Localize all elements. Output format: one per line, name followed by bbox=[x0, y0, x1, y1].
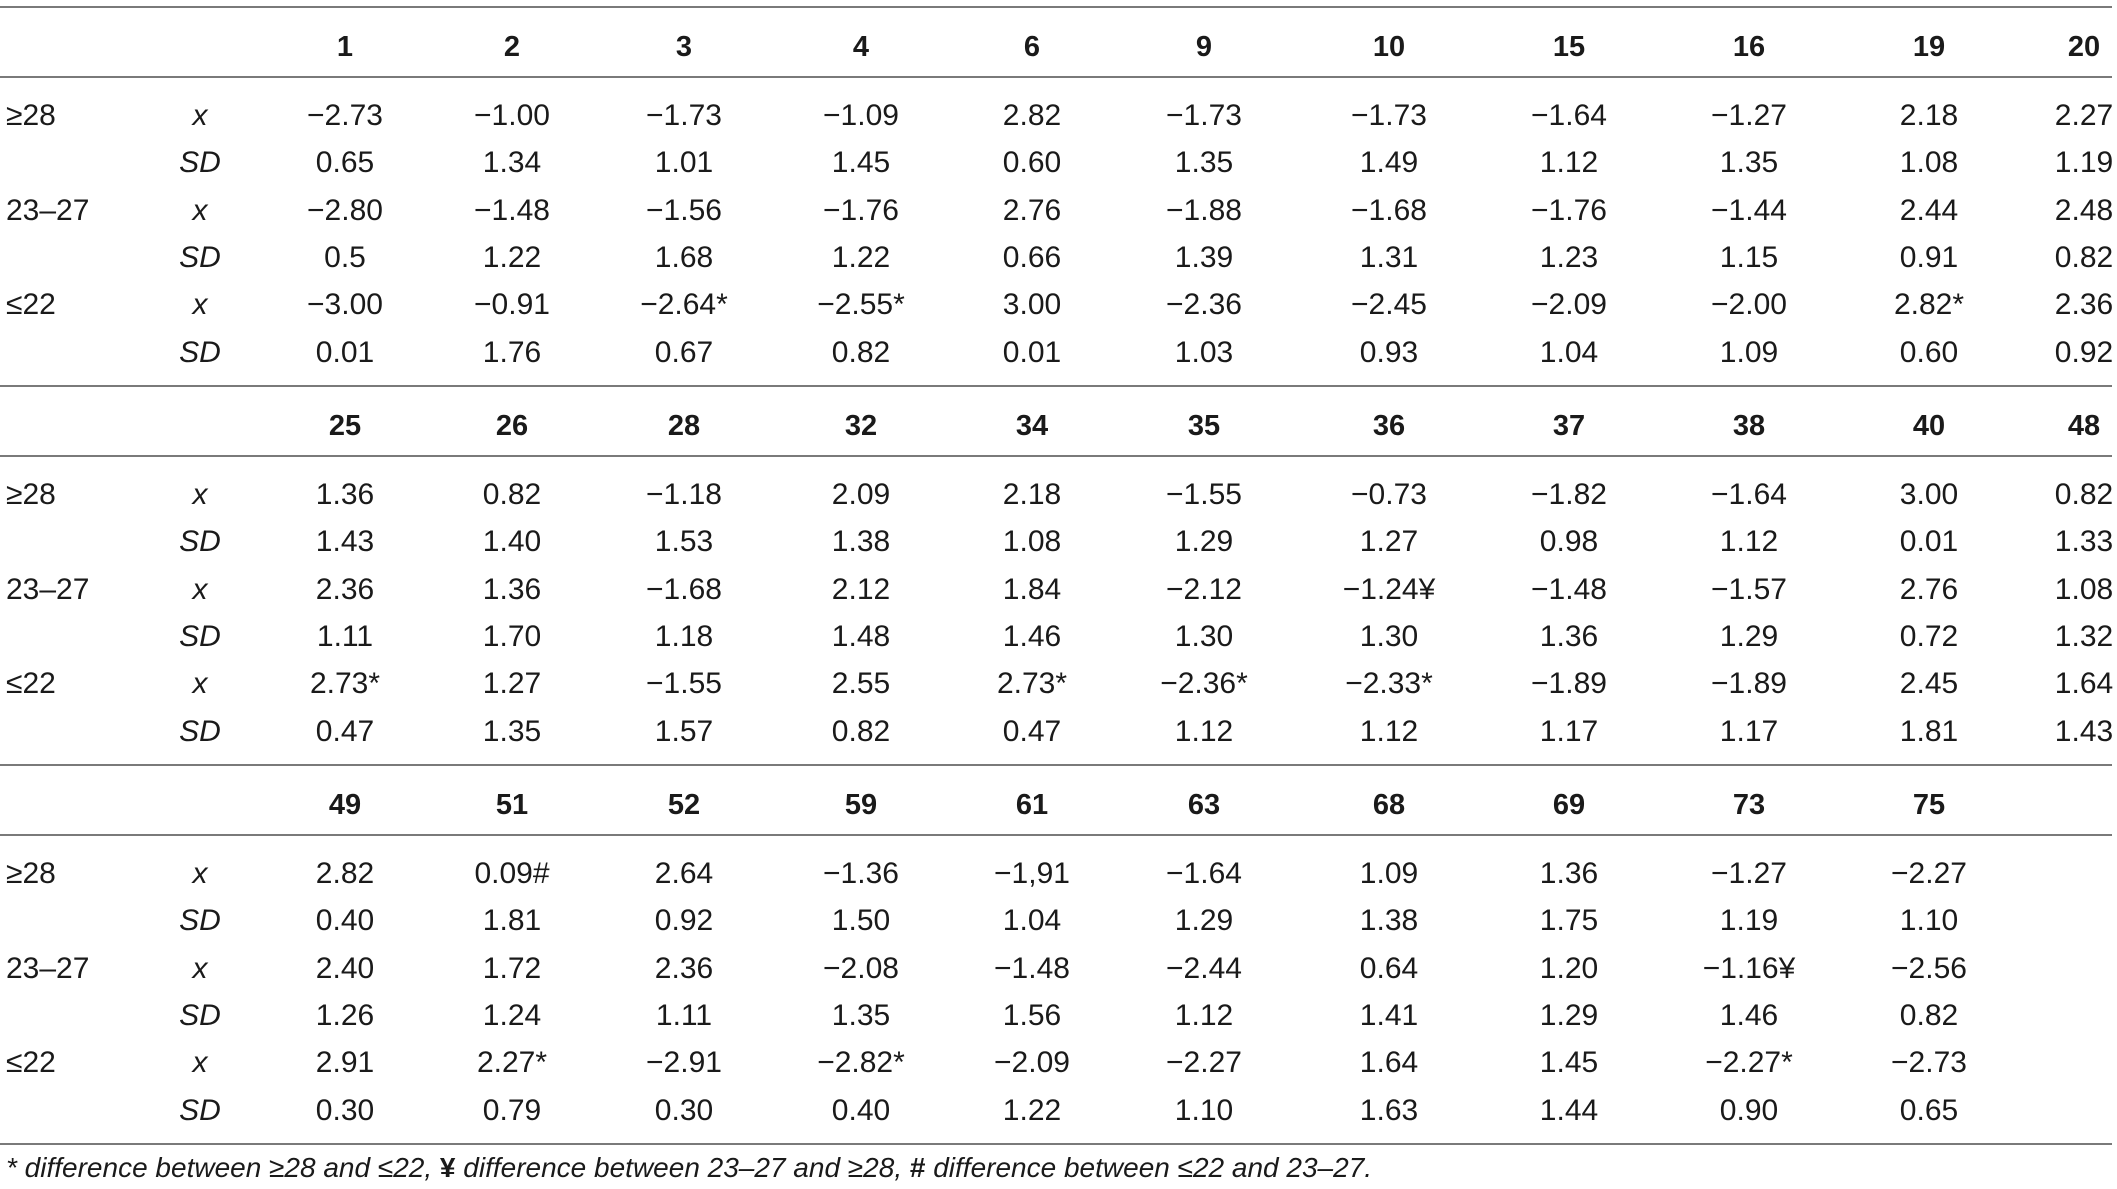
table-bottom-rule bbox=[0, 1143, 2112, 1145]
group-label: ≤22 bbox=[6, 1046, 56, 1079]
table-cell: 1.23 bbox=[1539, 241, 1599, 274]
table-cell: 2.91 bbox=[315, 1046, 375, 1079]
table-cell: 3.00 bbox=[1899, 478, 1959, 511]
column-header: 69 bbox=[1552, 789, 1586, 821]
table-cell: 1.27 bbox=[1359, 525, 1419, 558]
table-cell: 1.38 bbox=[831, 525, 891, 558]
table-cell: 0.47 bbox=[315, 715, 375, 748]
column-header: 10 bbox=[1372, 31, 1406, 63]
stat-label: SD bbox=[179, 525, 221, 558]
table-cell: 1.08 bbox=[1002, 525, 1062, 558]
stat-label: x bbox=[192, 667, 208, 700]
table-cell bbox=[2014, 851, 2117, 897]
column-header: 2 bbox=[503, 31, 521, 63]
table-cell: −1.73 bbox=[1351, 99, 1427, 132]
table-row bbox=[0, 519, 2112, 565]
table-cell: 1.40 bbox=[482, 525, 542, 558]
table-cell: 1.39 bbox=[1174, 241, 1234, 274]
table-cell: −2.56 bbox=[1891, 952, 1967, 985]
stat-label: SD bbox=[179, 146, 221, 179]
table-cell: 1.08 bbox=[1899, 146, 1959, 179]
column-header: 25 bbox=[328, 410, 362, 442]
table-cell: 0.5 bbox=[324, 241, 366, 274]
table-cell: −1.55 bbox=[1166, 478, 1242, 511]
table-cell: −2.27 bbox=[1166, 1046, 1242, 1079]
column-header: 36 bbox=[1372, 410, 1406, 442]
table-cell: 0.40 bbox=[831, 1094, 891, 1127]
table-cell: −2.55* bbox=[817, 288, 905, 321]
table-cell: 1.01 bbox=[654, 146, 714, 179]
header-row bbox=[0, 403, 2112, 449]
table-cell: −1.48 bbox=[994, 952, 1070, 985]
stat-label: x bbox=[192, 573, 208, 606]
table-cell: 0.65 bbox=[315, 146, 375, 179]
table-cell: −1.48 bbox=[474, 194, 550, 227]
stat-label: x bbox=[192, 1046, 208, 1079]
table-cell: 1.03 bbox=[1174, 336, 1234, 369]
table-cell: 1.12 bbox=[1174, 715, 1234, 748]
table-cell: 1.12 bbox=[1539, 146, 1599, 179]
table-cell: −1.55 bbox=[646, 667, 722, 700]
table-cell: 0.92 bbox=[2054, 336, 2114, 369]
table-cell: −1.68 bbox=[646, 573, 722, 606]
header-rule bbox=[0, 76, 2112, 78]
column-header: 48 bbox=[2067, 410, 2101, 442]
table-cell: −3.00 bbox=[307, 288, 383, 321]
table-cell: 1.12 bbox=[1359, 715, 1419, 748]
header-rule bbox=[0, 834, 2112, 836]
column-header: 34 bbox=[1015, 410, 1049, 442]
table-cell: 1.12 bbox=[1174, 999, 1234, 1032]
table-cell: −1.18 bbox=[646, 478, 722, 511]
table-cell: 0.64 bbox=[1359, 952, 1419, 985]
table-cell: −2.73 bbox=[1891, 1046, 1967, 1079]
table-cell: 1.34 bbox=[482, 146, 542, 179]
table-cell: 0.65 bbox=[1899, 1094, 1959, 1127]
table-cell: 1.72 bbox=[482, 952, 542, 985]
table-cell: −2.08 bbox=[823, 952, 899, 985]
table-cell: −1.76 bbox=[1531, 194, 1607, 227]
table-cell: 1.64 bbox=[1359, 1046, 1419, 1079]
footnote-yen-symbol: ¥ bbox=[439, 1152, 456, 1183]
table-cell: 1.36 bbox=[482, 573, 542, 606]
table-cell: 1.17 bbox=[1719, 715, 1779, 748]
table-cell: −1.48 bbox=[1531, 573, 1607, 606]
table-cell: 0.90 bbox=[1719, 1094, 1779, 1127]
table-row bbox=[0, 993, 2112, 1039]
table-cell: 1.43 bbox=[2054, 715, 2114, 748]
table-cell: 1.36 bbox=[1539, 857, 1599, 890]
table-cell: −2.12 bbox=[1166, 573, 1242, 606]
table-cell bbox=[2014, 946, 2117, 992]
stat-label: SD bbox=[179, 336, 221, 369]
table-cell: 1.44 bbox=[1539, 1094, 1599, 1127]
table-row bbox=[0, 330, 2112, 376]
block-top-rule bbox=[0, 385, 2112, 387]
table-cell: −2.82* bbox=[817, 1046, 905, 1079]
stat-label: x bbox=[192, 288, 208, 321]
table-cell: 0.01 bbox=[315, 336, 375, 369]
table-cell: 0.92 bbox=[654, 904, 714, 937]
stat-label: SD bbox=[179, 1094, 221, 1127]
table-cell: 2.82* bbox=[1893, 288, 1965, 321]
table-cell: 1.19 bbox=[2054, 146, 2114, 179]
stat-label: SD bbox=[179, 715, 221, 748]
column-header: 6 bbox=[1023, 31, 1041, 63]
stat-label: SD bbox=[179, 620, 221, 653]
column-header: 1 bbox=[336, 31, 354, 63]
table-cell: −1.68 bbox=[1351, 194, 1427, 227]
table-cell: −1.64 bbox=[1166, 857, 1242, 890]
table-cell: 1.50 bbox=[831, 904, 891, 937]
footnote-part-2: difference between 23–27 and ≥28, bbox=[455, 1152, 910, 1183]
table-cell: 1.35 bbox=[831, 999, 891, 1032]
table-cell: 1.57 bbox=[654, 715, 714, 748]
table-cell: 1.75 bbox=[1539, 904, 1599, 937]
table-cell: −2.27* bbox=[1705, 1046, 1793, 1079]
table-cell: −1.56 bbox=[646, 194, 722, 227]
table-cell: 1.64 bbox=[2054, 667, 2114, 700]
stat-label: x bbox=[192, 194, 208, 227]
table-cell: −1.89 bbox=[1711, 667, 1787, 700]
table-cell: 1.27 bbox=[482, 667, 542, 700]
table-cell: −2.33* bbox=[1345, 667, 1433, 700]
footnote-hash-symbol: # bbox=[909, 1152, 926, 1183]
table-cell: 2.76 bbox=[1002, 194, 1062, 227]
table-cell: 1.41 bbox=[1359, 999, 1419, 1032]
table-row bbox=[0, 235, 2112, 281]
table-cell: 0.82 bbox=[831, 715, 891, 748]
table-cell: −1.88 bbox=[1166, 194, 1242, 227]
table-cell: 0.01 bbox=[1002, 336, 1062, 369]
table-cell: 2.55 bbox=[831, 667, 891, 700]
table-cell: −1.44 bbox=[1711, 194, 1787, 227]
table-cell bbox=[2014, 1088, 2117, 1134]
table-row bbox=[0, 614, 2112, 660]
column-header: 3 bbox=[675, 31, 693, 63]
table-cell: 0.82 bbox=[2054, 478, 2114, 511]
table-cell: 1.04 bbox=[1539, 336, 1599, 369]
table-cell: 1.49 bbox=[1359, 146, 1419, 179]
table-cell: −1.27 bbox=[1711, 99, 1787, 132]
column-header: 35 bbox=[1187, 410, 1221, 442]
table-cell: −2.45 bbox=[1351, 288, 1427, 321]
table-cell: −1.73 bbox=[1166, 99, 1242, 132]
column-header: 68 bbox=[1372, 789, 1406, 821]
table-cell: 3.00 bbox=[1002, 288, 1062, 321]
table-cell: 2.12 bbox=[831, 573, 891, 606]
table-cell: 1.11 bbox=[655, 999, 713, 1032]
table-cell: −2.27 bbox=[1891, 857, 1967, 890]
table-cell: 1.32 bbox=[2054, 620, 2114, 653]
table-cell: 1.46 bbox=[1719, 999, 1779, 1032]
stat-label: SD bbox=[179, 999, 221, 1032]
table-cell: 0.67 bbox=[654, 336, 714, 369]
group-label: ≤22 bbox=[6, 288, 56, 321]
table-cell: 0.60 bbox=[1899, 336, 1959, 369]
table-row bbox=[0, 282, 2112, 328]
table-cell: 1.84 bbox=[1002, 573, 1062, 606]
table-cell: −1.73 bbox=[646, 99, 722, 132]
column-header: 73 bbox=[1732, 789, 1766, 821]
table-cell: 2.73* bbox=[309, 667, 381, 700]
table-cell: 1.22 bbox=[1002, 1094, 1062, 1127]
table-cell: −2.64* bbox=[640, 288, 728, 321]
column-header: 61 bbox=[1015, 789, 1049, 821]
table-cell: 1.29 bbox=[1174, 525, 1234, 558]
table-row bbox=[0, 93, 2112, 139]
table-cell: 1.12 bbox=[1719, 525, 1779, 558]
table-cell: 1.15 bbox=[1719, 241, 1779, 274]
table-cell: −1.16¥ bbox=[1702, 952, 1796, 985]
table-cell: 1.46 bbox=[1002, 620, 1062, 653]
group-label: ≥28 bbox=[6, 99, 56, 132]
table-cell: 0.30 bbox=[654, 1094, 714, 1127]
table-cell: −0.91 bbox=[474, 288, 550, 321]
table-cell: 0.79 bbox=[482, 1094, 542, 1127]
column-header: 9 bbox=[1195, 31, 1213, 63]
column-header: 20 bbox=[2067, 31, 2101, 63]
column-header: 75 bbox=[1912, 789, 1946, 821]
table-cell: −2.44 bbox=[1166, 952, 1242, 985]
table-row bbox=[0, 1040, 2112, 1086]
group-label: 23–27 bbox=[6, 194, 90, 227]
table-cell: 1.30 bbox=[1174, 620, 1234, 653]
table-cell: 1.11 bbox=[316, 620, 374, 653]
table-cell: 2.40 bbox=[315, 952, 375, 985]
column-header: 51 bbox=[495, 789, 529, 821]
table-cell: 2.45 bbox=[1899, 667, 1959, 700]
table-row bbox=[0, 1088, 2112, 1134]
table-row bbox=[0, 946, 2112, 992]
table-cell: 0.72 bbox=[1899, 620, 1959, 653]
table-footnote bbox=[6, 1152, 1372, 1184]
table-cell: 0.01 bbox=[1899, 525, 1959, 558]
table-cell: 0.60 bbox=[1002, 146, 1062, 179]
table-cell: 1.22 bbox=[482, 241, 542, 274]
column-header: 26 bbox=[495, 410, 529, 442]
table-cell: 1.26 bbox=[315, 999, 375, 1032]
table-cell: 0.98 bbox=[1539, 525, 1599, 558]
table-cell: 1.29 bbox=[1174, 904, 1234, 937]
header-rule bbox=[0, 455, 2112, 457]
column-header bbox=[2014, 782, 2117, 828]
table-cell: −2.73 bbox=[307, 99, 383, 132]
table-cell: −1.64 bbox=[1531, 99, 1607, 132]
table-cell: 1.31 bbox=[1359, 241, 1419, 274]
group-label: ≥28 bbox=[6, 857, 56, 890]
table-cell: −1.36 bbox=[823, 857, 899, 890]
stat-label: x bbox=[192, 952, 208, 985]
column-header: 37 bbox=[1552, 410, 1586, 442]
column-header: 52 bbox=[667, 789, 701, 821]
table-row bbox=[0, 709, 2112, 755]
table-cell: 2.76 bbox=[1899, 573, 1959, 606]
table-cell: 2.36 bbox=[2054, 288, 2114, 321]
group-label: 23–27 bbox=[6, 573, 90, 606]
table-cell: 2.73* bbox=[996, 667, 1068, 700]
stat-label: x bbox=[192, 478, 208, 511]
table-cell: 2.27 bbox=[2054, 99, 2114, 132]
table-cell: 0.30 bbox=[315, 1094, 375, 1127]
column-header: 15 bbox=[1552, 31, 1586, 63]
table-cell: 1.17 bbox=[1539, 715, 1599, 748]
table-cell: −1.82 bbox=[1531, 478, 1607, 511]
table-row bbox=[0, 567, 2112, 613]
table-cell: 2.82 bbox=[1002, 99, 1062, 132]
table-cell: 1.48 bbox=[831, 620, 891, 653]
column-header: 16 bbox=[1732, 31, 1766, 63]
header-row bbox=[0, 24, 2112, 70]
table-cell: 1.35 bbox=[1174, 146, 1234, 179]
table-cell: 1.09 bbox=[1719, 336, 1779, 369]
table-cell: 1.38 bbox=[1359, 904, 1419, 937]
block-top-rule bbox=[0, 764, 2112, 766]
table-cell: −2.80 bbox=[307, 194, 383, 227]
table-cell: 1.24 bbox=[482, 999, 542, 1032]
table-cell: 1.33 bbox=[2054, 525, 2114, 558]
table-cell: 2.82 bbox=[315, 857, 375, 890]
table-cell: 1.35 bbox=[482, 715, 542, 748]
column-header: 63 bbox=[1187, 789, 1221, 821]
table-cell: 2.09 bbox=[831, 478, 891, 511]
table-cell: 0.47 bbox=[1002, 715, 1062, 748]
block-top-rule bbox=[0, 6, 2112, 8]
stat-label: SD bbox=[179, 241, 221, 274]
table-cell: 1.45 bbox=[831, 146, 891, 179]
stat-label: x bbox=[192, 857, 208, 890]
column-header: 28 bbox=[667, 410, 701, 442]
table-cell: −2.36* bbox=[1160, 667, 1248, 700]
table-cell: −2.91 bbox=[646, 1046, 722, 1079]
table-cell bbox=[2014, 898, 2117, 944]
table-cell bbox=[2014, 993, 2117, 1039]
table-cell: 2.48 bbox=[2054, 194, 2114, 227]
column-header: 38 bbox=[1732, 410, 1766, 442]
table-cell: −1.09 bbox=[823, 99, 899, 132]
table-cell: 1.70 bbox=[482, 620, 542, 653]
table-cell: 1.09 bbox=[1359, 857, 1419, 890]
table-cell: 1.35 bbox=[1719, 146, 1779, 179]
table-cell: −2.09 bbox=[994, 1046, 1070, 1079]
table-cell: 1.36 bbox=[1539, 620, 1599, 653]
stat-label: SD bbox=[179, 904, 221, 937]
stat-label: x bbox=[192, 99, 208, 132]
table-cell: −1.24¥ bbox=[1342, 573, 1436, 606]
table-cell: 0.82 bbox=[482, 478, 542, 511]
table-cell: 1.08 bbox=[2054, 573, 2114, 606]
column-header: 59 bbox=[844, 789, 878, 821]
table-cell: 0.91 bbox=[1899, 241, 1959, 274]
table-cell: 2.36 bbox=[315, 573, 375, 606]
table-cell: −1.76 bbox=[823, 194, 899, 227]
column-header: 40 bbox=[1912, 410, 1946, 442]
table-cell: 0.09# bbox=[474, 857, 550, 890]
table-cell: 0.82 bbox=[1899, 999, 1959, 1032]
table-cell: 2.18 bbox=[1002, 478, 1062, 511]
footnote-part-1: * difference between ≥28 and ≤22, bbox=[6, 1152, 440, 1183]
table-cell: −2.00 bbox=[1711, 288, 1787, 321]
column-header: 32 bbox=[844, 410, 878, 442]
table-cell: −1.57 bbox=[1711, 573, 1787, 606]
footnote-part-3: difference between ≤22 and 23–27. bbox=[925, 1152, 1373, 1183]
table-cell: −2.36 bbox=[1166, 288, 1242, 321]
group-label: ≥28 bbox=[6, 478, 56, 511]
table-cell: 1.81 bbox=[482, 904, 542, 937]
table-cell: 1.81 bbox=[1899, 715, 1959, 748]
table-cell: 1.10 bbox=[1174, 1094, 1234, 1127]
table-row bbox=[0, 851, 2112, 897]
table-cell: 1.19 bbox=[1719, 904, 1779, 937]
table-cell: 0.82 bbox=[2054, 241, 2114, 274]
table-cell: 1.29 bbox=[1719, 620, 1779, 653]
table-cell: 2.27* bbox=[476, 1046, 548, 1079]
table-cell: 1.30 bbox=[1359, 620, 1419, 653]
table-row bbox=[0, 140, 2112, 186]
table-cell: 0.40 bbox=[315, 904, 375, 937]
table-cell: 1.22 bbox=[831, 241, 891, 274]
table-cell: 1.04 bbox=[1002, 904, 1062, 937]
table-cell: 1.20 bbox=[1539, 952, 1599, 985]
group-label: 23–27 bbox=[6, 952, 90, 985]
table-cell: 2.36 bbox=[654, 952, 714, 985]
column-header: 19 bbox=[1912, 31, 1946, 63]
column-header: 49 bbox=[328, 789, 362, 821]
table-cell: −1.64 bbox=[1711, 478, 1787, 511]
table-cell: 1.36 bbox=[315, 478, 375, 511]
table-cell: 2.44 bbox=[1899, 194, 1959, 227]
table-cell bbox=[2014, 1040, 2117, 1086]
table-cell: 2.18 bbox=[1899, 99, 1959, 132]
table-cell: −1.27 bbox=[1711, 857, 1787, 890]
table-cell: 1.76 bbox=[482, 336, 542, 369]
group-label: ≤22 bbox=[6, 667, 56, 700]
table-row bbox=[0, 472, 2112, 518]
table-cell: 1.10 bbox=[1899, 904, 1959, 937]
table-cell: −1,91 bbox=[994, 857, 1070, 890]
table-cell: 0.93 bbox=[1359, 336, 1419, 369]
table-cell: 1.18 bbox=[654, 620, 714, 653]
table-cell: 1.43 bbox=[315, 525, 375, 558]
table-cell: −0.73 bbox=[1351, 478, 1427, 511]
table-row bbox=[0, 188, 2112, 234]
table-cell: −1.00 bbox=[474, 99, 550, 132]
table-cell: 1.56 bbox=[1002, 999, 1062, 1032]
table-cell: 2.64 bbox=[654, 857, 714, 890]
table-cell: −2.09 bbox=[1531, 288, 1607, 321]
table-cell: 1.53 bbox=[654, 525, 714, 558]
table-cell: 0.66 bbox=[1002, 241, 1062, 274]
table-cell: −1.89 bbox=[1531, 667, 1607, 700]
table-row bbox=[0, 898, 2112, 944]
table-cell: 1.63 bbox=[1359, 1094, 1419, 1127]
header-row bbox=[0, 782, 2112, 828]
table-cell: 1.29 bbox=[1539, 999, 1599, 1032]
table-cell: 1.68 bbox=[654, 241, 714, 274]
table-cell: 1.45 bbox=[1539, 1046, 1599, 1079]
table-row bbox=[0, 661, 2112, 707]
column-header: 4 bbox=[852, 31, 870, 63]
table-cell: 0.82 bbox=[831, 336, 891, 369]
